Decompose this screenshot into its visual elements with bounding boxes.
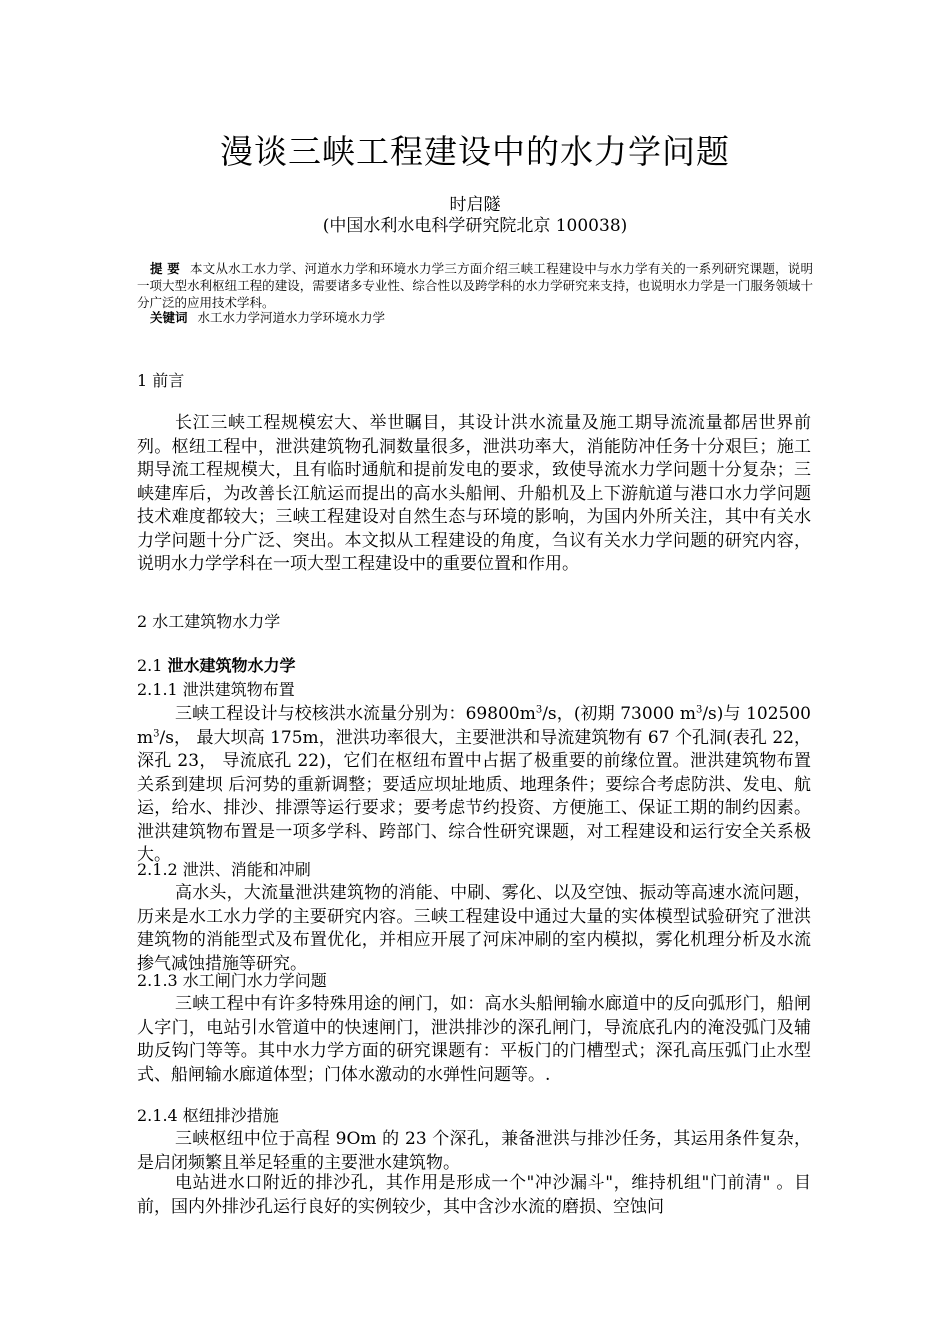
paragraph-2-1-4-b: 电站进水口附近的排沙孔，其作用是形成一个"冲沙漏斗"，维持机组"门前清" 。目前，国内外排沙孔运行良好的实例较少，其中含沙水流的磨损、空蚀问 xyxy=(137,1173,811,1217)
section-heading-2-1-4: 2.1.4 枢纽排沙措施 xyxy=(137,1106,279,1125)
keywords xyxy=(150,309,810,326)
keywords-text: 水工水力学河道水力学环境水力学 xyxy=(197,310,386,325)
abstract-text: 本文从水工水力学、河道水力学和环境水力学三方面介绍三峡工程建设中与水力学有关的一系列研究课题，说明一项大型水利枢纽工程的建设，需要诸多专业性、综合性以及跨学科的水力学研究来支持，也说明水力学是一门服务领域十分广泛的应用技术学科。 xyxy=(137,261,813,310)
superscript: 3 xyxy=(535,704,543,716)
section-heading-2-1 xyxy=(137,655,296,677)
author-name: 时启隧 xyxy=(449,195,501,215)
keywords-label: 关键词 xyxy=(150,310,188,325)
text-run: /s)与 102500 m xyxy=(137,704,811,748)
paragraph-2-1-1 xyxy=(137,703,811,868)
text-run: 三峡工程设计与校核洪水流量分别为：69800m xyxy=(175,704,536,724)
paragraph-2-1-3: 三峡工程中有许多特殊用途的闸门，如：高水头船闸输水廊道中的反向弧形门，船闸人字门，电站引水管道中的快速闸门，泄洪排沙的深孔闸门，导流底孔内的淹没弧门及辅助反钩门等等。其中水力学方面的研究课题有：平板门的门槽型式；深孔高压弧门止水型式、船闸输水廊道体型；门体水激动的水弹性问题等。. xyxy=(137,994,811,1085)
abstract-label: 提 要 xyxy=(150,261,181,276)
text-run: /s， 最大坝高 175m，泄洪功率很大，主要泄洪和导流建筑物有 67 个孔洞(表孔 22，深孔 23， 导流底孔 22)，它们在枢纽布置中占据了极重要的前缘位置。泄洪建筑物布置关系到建坝 后河势的重新调整；要适应坝址地质、地理条件；要综合考虑防洪、发电、航运，给水、排沙、排漂等运行要求；要考虑节约投资、方便施工、保证工期的制约因素。泄洪建筑物布置是一项多学科、跨部门、综合性研究课题，对工程建设和运行安全关系极大。 xyxy=(137,727,811,865)
section-heading-2-1-3: 2.1.3 水工闸门水力学问题 xyxy=(137,971,327,990)
section-heading-2: 2 水工建筑物水力学 xyxy=(137,612,281,631)
superscript: 3 xyxy=(153,727,160,739)
paragraph-introduction: 长江三峡工程规模宏大、举世瞩目，其设计洪水流量及施工期导流流量都居世界前列。枢纽工程中，泄洪建筑物孔洞数量很多，泄洪功率大，消能防冲任务十分艰巨；施工期导流工程规模大，且有临时通航和提前发电的要求，致使导流水力学问题十分复杂；三峡建库后，为改善长江航运而提出的高水头船闸、升船机及上下游航道与港口水力学问题技术难度都较大；三峡工程建设对自然生态与环境的影响，为国内外所关注，其中有关水力学问题十分广泛、突出。本文拟从工程建设的角度，刍议有关水力学问题的研究内容，说明水力学学科在一项大型工程建设中的重要位置和作用。 xyxy=(137,413,811,574)
superscript: 3 xyxy=(695,704,703,716)
paper-title: 漫谈三峡工程建设中的水力学问题 xyxy=(220,132,730,171)
section-heading-2-1-1: 2.1.1 泄洪建筑物布置 xyxy=(137,680,295,699)
section-heading-2-1-2: 2.1.2 泄洪、消能和冲刷 xyxy=(137,860,311,879)
abstract xyxy=(137,260,813,311)
paragraph-2-1-4-a: 三峡枢纽中位于高程 9Om 的 23 个深孔，兼备泄洪与排沙任务，其运用条件复杂，是启闭频繁且举足轻重的主要泄水建筑物。 xyxy=(137,1129,811,1173)
paragraph-2-1-2: 高水头，大流量泄洪建筑物的消能、中刷、雾化、以及空蚀、振动等高速水流问题， 历来是水工水力学的主要研究内容。三峡工程建设中通过大量的实体模型试验研究了泄洪建筑物的消能型式及布置优化，并相应开展了河床冲刷的室内模拟，雾化机理分析及水流掺气减蚀措施等研究。 xyxy=(137,883,811,974)
section-heading-1: 1 前言 xyxy=(137,371,185,390)
text-run: /s，(初期 73000 m xyxy=(542,704,696,724)
section-title-2-1: 泄水建筑物水力学 xyxy=(167,656,296,675)
author-affiliation: (中国水利水电科学研究院北京 100038) xyxy=(322,216,628,236)
section-number-2-1: 2.1 xyxy=(137,656,168,675)
